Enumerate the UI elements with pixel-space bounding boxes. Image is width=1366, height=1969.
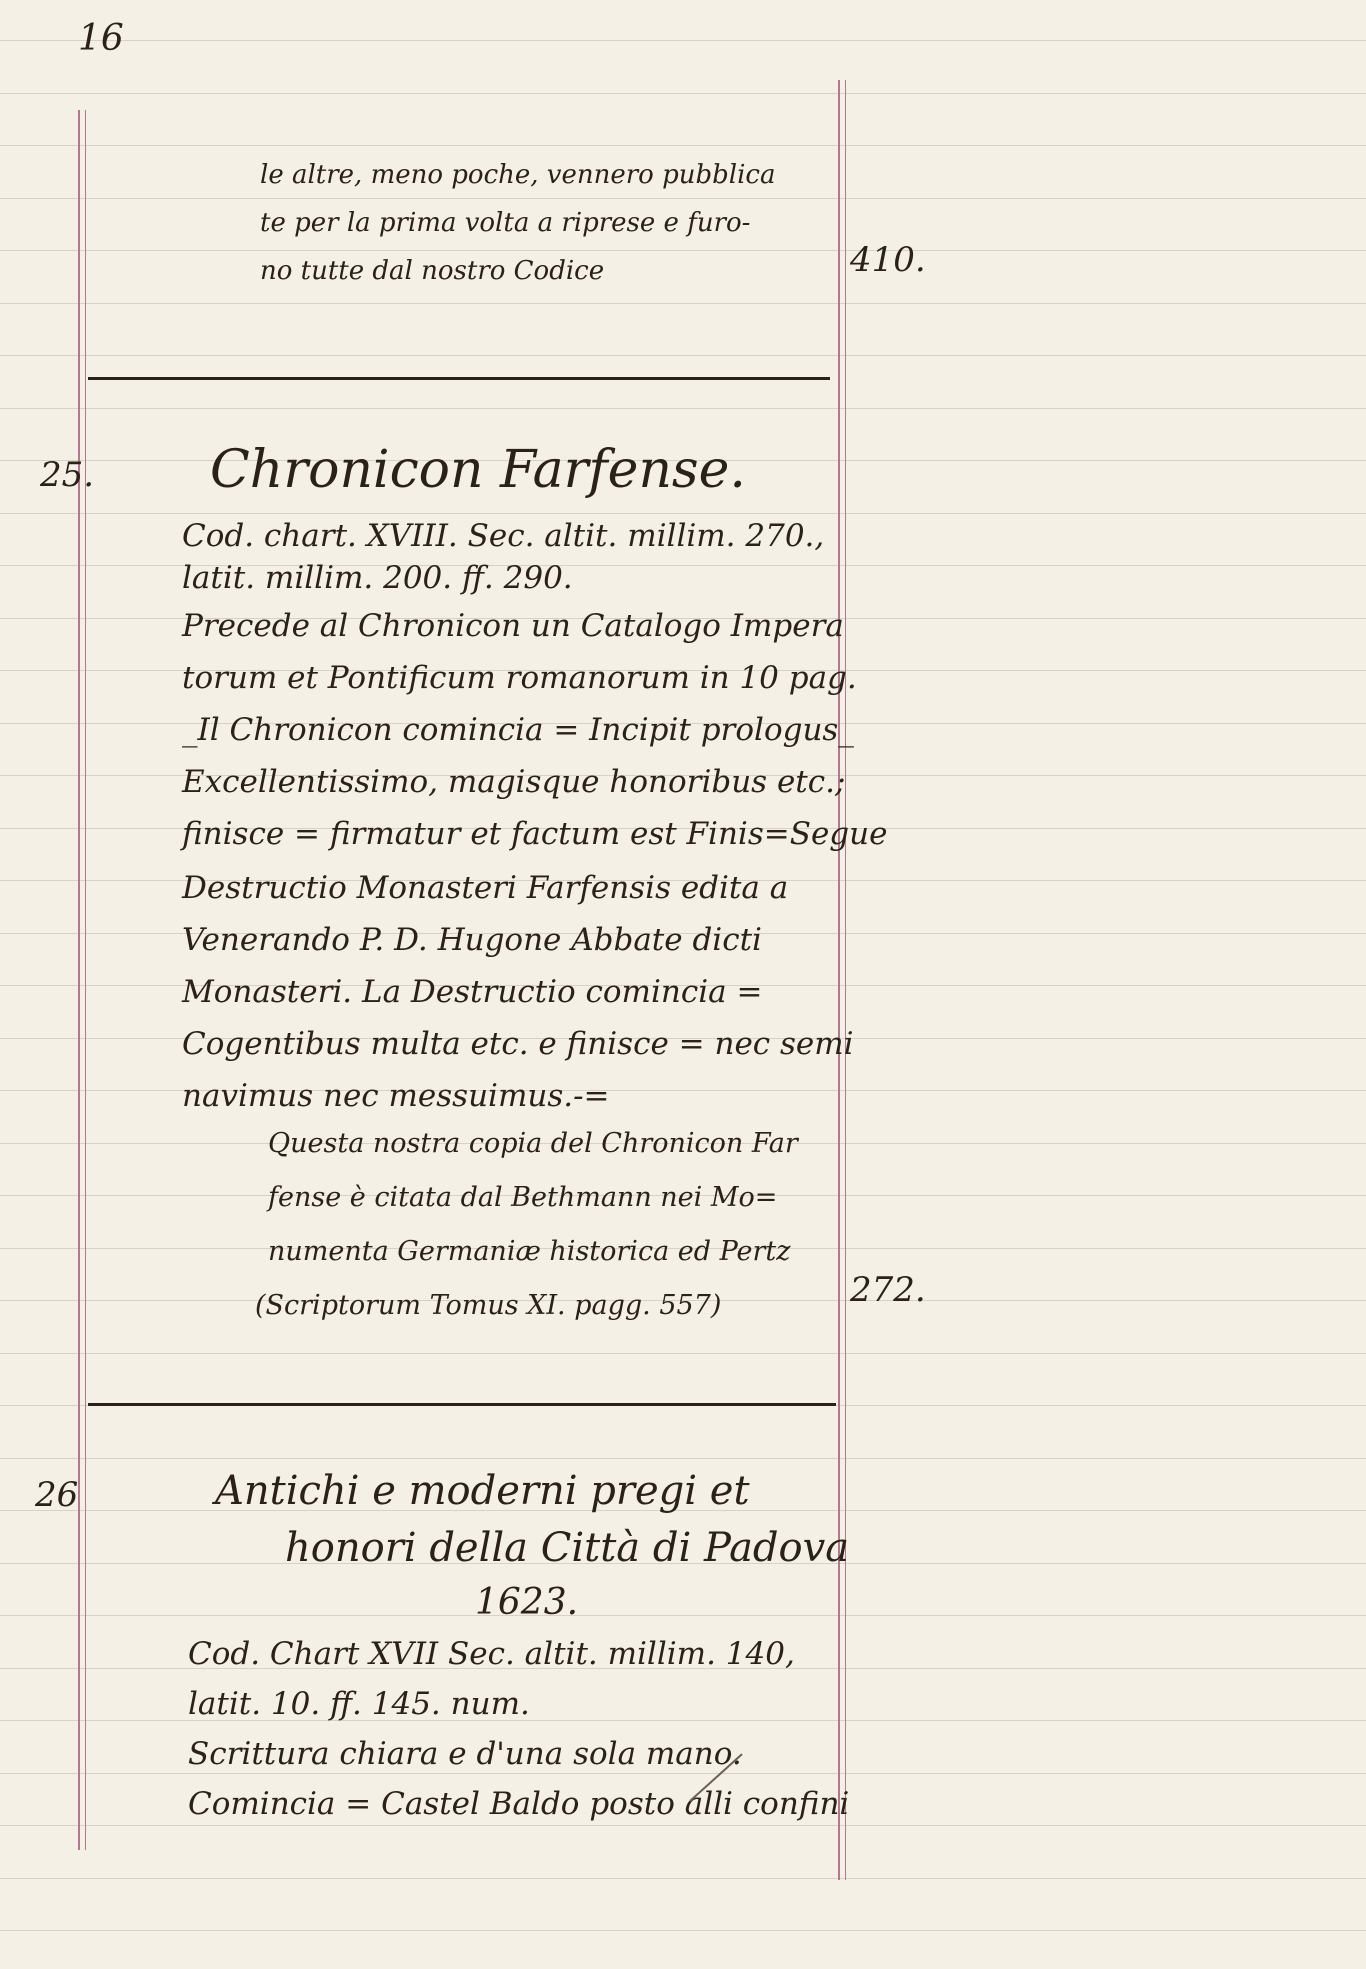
ruled-line: [0, 1458, 1366, 1459]
intro-margin-value: 410.: [850, 240, 926, 280]
page-number: 16: [78, 18, 124, 59]
entry-title-25: Chronicon Farfense.: [210, 440, 746, 500]
ruled-line: [0, 198, 1366, 199]
ruled-line: [0, 40, 1366, 41]
ruled-line: [0, 303, 1366, 304]
note-line-3: numenta Germaniæ historica ed Pertz: [268, 1236, 791, 1267]
entry-25-line-5: _Il Chronicon comincia = Incipit prologus_: [182, 712, 854, 748]
ruled-line: [0, 1930, 1366, 1931]
entry-26-line-1: Cod. Chart XVII Sec. altit. millim. 140,: [188, 1636, 795, 1672]
note-line-1: Questa nostra copia del Chronicon Far: [268, 1128, 798, 1159]
entry-26-line-4: Comincia = Castel Baldo posto alli confini: [188, 1786, 850, 1822]
note-line-2: fense è citata dal Bethmann nei Mo=: [268, 1182, 778, 1213]
entry-25-line-12: navimus nec messuimus.-=: [182, 1078, 610, 1114]
left-margin-line-inner: [85, 110, 86, 1850]
entry-year-26: 1623.: [475, 1582, 579, 1623]
separator-2: [88, 1403, 836, 1406]
ruled-line: [0, 1825, 1366, 1826]
entry-25-line-6: Excellentissimo, magisque honoribus etc.;: [182, 764, 846, 800]
ruled-line: [0, 250, 1366, 251]
entry-26-line-2: latit. 10. ff. 145. num.: [188, 1686, 530, 1722]
ruled-line: [0, 355, 1366, 356]
intro-line-1: le altre, meno poche, vennero pubblica: [260, 160, 776, 190]
ruled-line: [0, 408, 1366, 409]
ruled-line: [0, 1615, 1366, 1616]
note-line-4: (Scriptorum Tomus XI. pagg. 557): [255, 1290, 722, 1321]
entry-number-26: 26: [35, 1475, 79, 1515]
entry-25-line-9: Venerando P. D. Hugone Abbate dicti: [182, 922, 762, 958]
entry-25-line-11: Cogentibus multa etc. e finisce = nec semi: [182, 1026, 854, 1062]
entry-25-line-2: latit. millim. 200. ff. 290.: [182, 560, 573, 596]
entry-number-25: 25.: [40, 455, 95, 495]
left-margin-line: [78, 110, 80, 1850]
separator-1: [88, 377, 830, 380]
entry-26-line-3: Scrittura chiara e d'una sola mano.: [188, 1736, 742, 1772]
entry-title-26-line-2: honori della Città di Padova: [285, 1525, 850, 1571]
intro-line-3: no tutte dal nostro Codice: [260, 256, 605, 286]
entry-25-line-4: torum et Pontificum romanorum in 10 pag.: [182, 660, 857, 696]
ruled-line: [0, 93, 1366, 94]
intro-line-2: te per la prima volta a riprese e furo-: [260, 208, 751, 238]
entry-25-line-1: Cod. chart. XVIII. Sec. altit. millim. 270.,: [182, 518, 825, 554]
entry-25-line-8: Destructio Monasteri Farfensis edita a: [182, 870, 789, 906]
ruled-line: [0, 1353, 1366, 1354]
ruled-line: [0, 513, 1366, 514]
entry-25-line-10: Monasteri. La Destructio comincia =: [182, 974, 763, 1010]
ruled-line: [0, 1773, 1366, 1774]
right-margin-line: [838, 80, 840, 1880]
ruled-line: [0, 1878, 1366, 1879]
margin-value-272: 272.: [850, 1270, 926, 1310]
ruled-line: [0, 145, 1366, 146]
entry-25-line-3: Precede al Chronicon un Catalogo Impera: [182, 608, 844, 644]
entry-25-line-7: finisce = firmatur et factum est Finis=Segue: [182, 816, 888, 852]
entry-title-26-line-1: Antichi e moderni pregi et: [215, 1468, 750, 1514]
right-margin-line-inner: [845, 80, 846, 1880]
